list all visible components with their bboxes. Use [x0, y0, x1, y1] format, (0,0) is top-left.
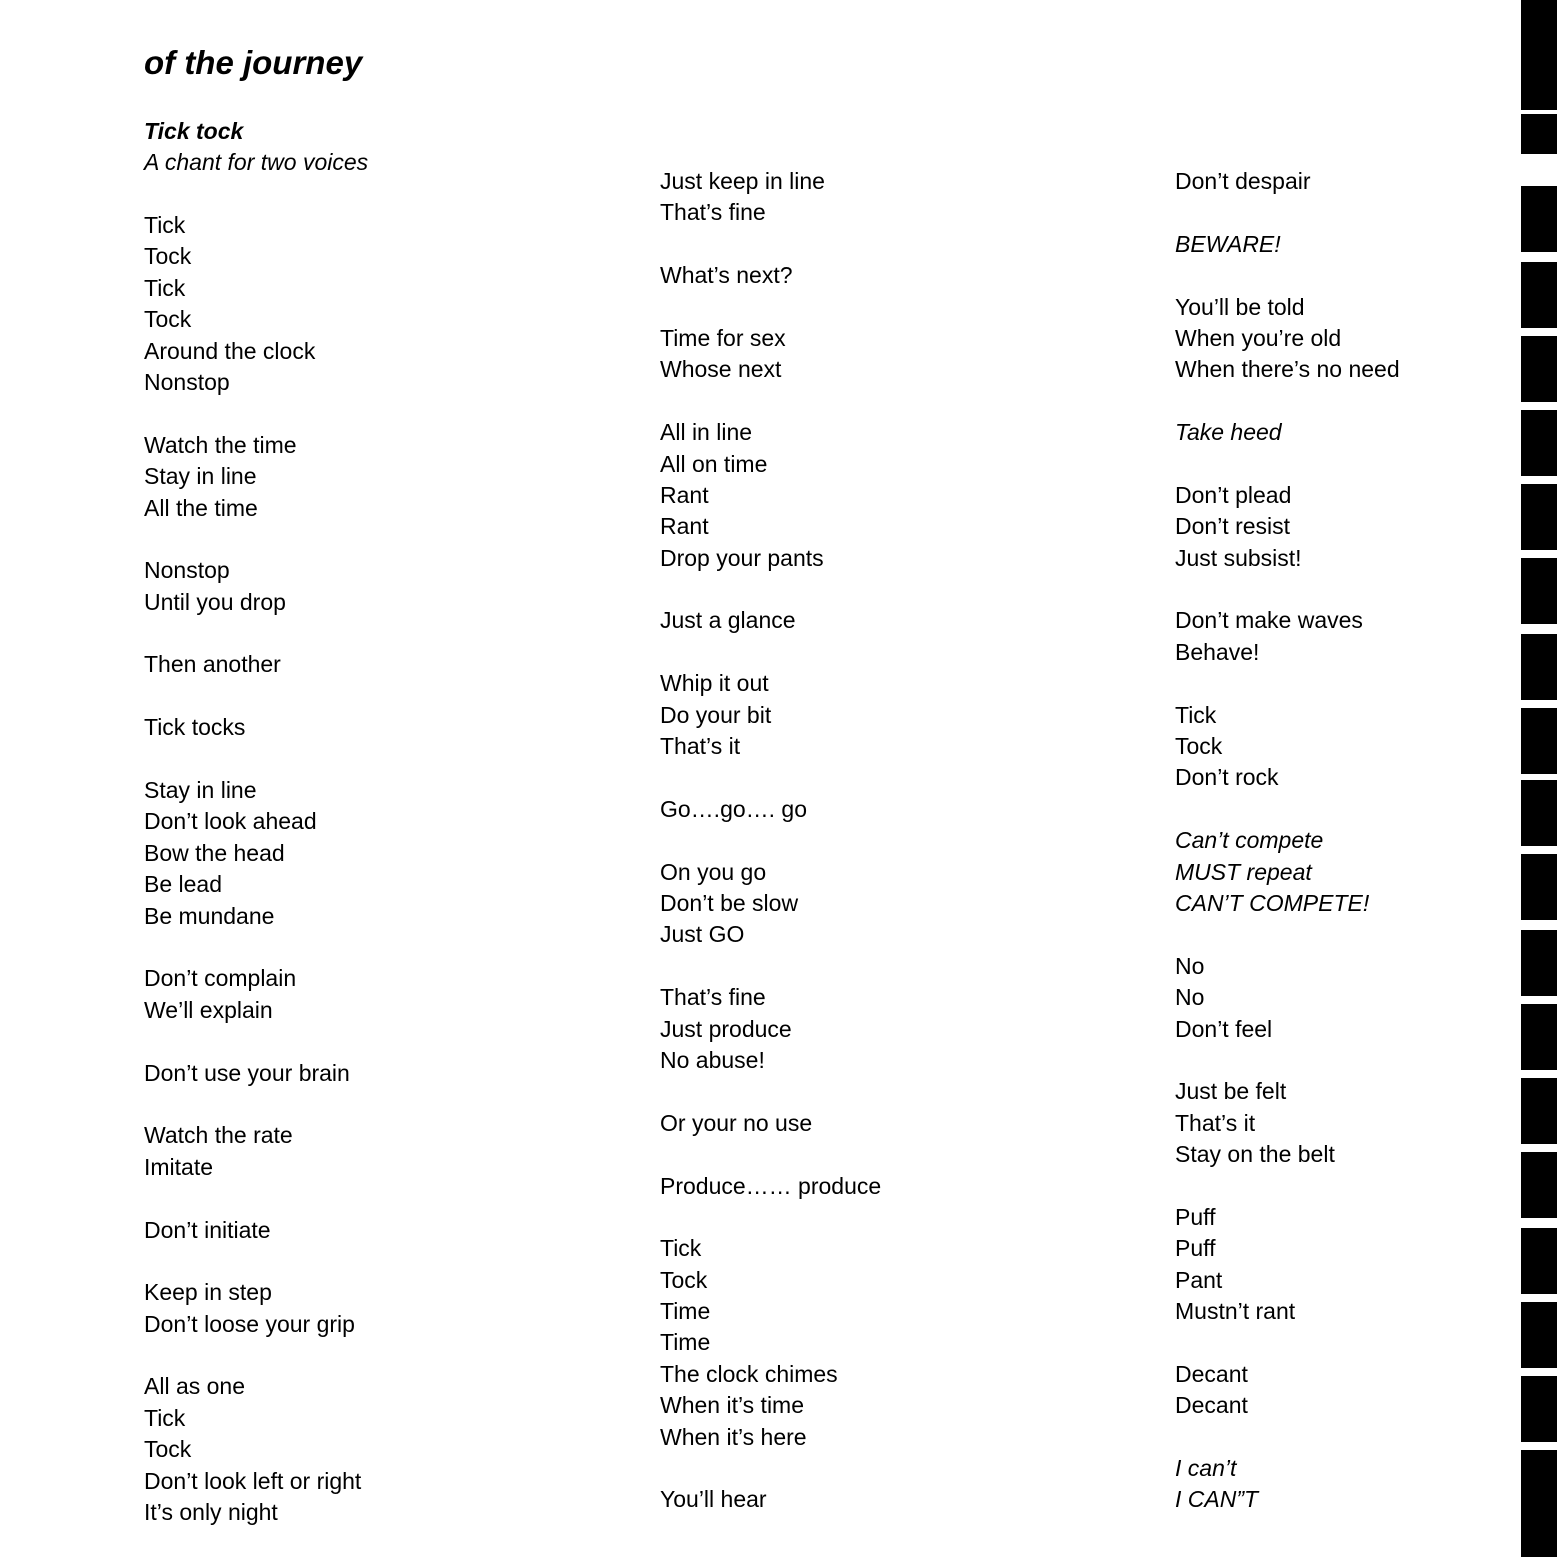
- poem-line: The clock chimes: [660, 1360, 838, 1387]
- poem-line: Puff: [1175, 1203, 1216, 1230]
- stanza-break: [144, 524, 361, 555]
- poem-line: Tock: [144, 243, 192, 270]
- poem-line: Tock: [1175, 733, 1223, 760]
- thumb-index-tab: [1521, 854, 1557, 920]
- poem-line: I can’t: [1175, 1455, 1237, 1482]
- thumb-index-tab: [1521, 186, 1557, 252]
- poem-line: Tick: [660, 1235, 702, 1262]
- poem-line: Don’t plead: [1175, 481, 1292, 508]
- poem-line: All on time: [660, 450, 768, 477]
- stanza-break: [660, 229, 881, 260]
- poem-line: Don’t initiate: [144, 1216, 271, 1243]
- poem-line: Just GO: [660, 921, 745, 948]
- stanza-break: [1175, 794, 1400, 825]
- stanza-break: [144, 1089, 361, 1120]
- stanza-break: [144, 681, 361, 712]
- stanza-break: [660, 762, 881, 793]
- poem-line: When you’re old: [1175, 324, 1342, 351]
- poem-line: Go….go…. go: [660, 795, 808, 822]
- poem-column-3: [1175, 166, 1400, 1516]
- stanza-break: [1175, 1327, 1400, 1358]
- poem-line: Nonstop: [144, 368, 230, 395]
- poem-line: Rant: [660, 513, 709, 540]
- poem-line: All in line: [660, 419, 753, 446]
- poem-line: That’s fine: [660, 199, 766, 226]
- poem-line: Can’t compete: [1175, 827, 1324, 854]
- thumb-index-tab: [1521, 1078, 1557, 1144]
- thumb-index-tab: [1521, 780, 1557, 846]
- stanza-break: [660, 951, 881, 982]
- thumb-index-tab: [1521, 930, 1557, 996]
- stanza-break: [1175, 1045, 1400, 1076]
- poem-subtitle: A chant for two voices: [144, 149, 369, 175]
- poem-line: Don’t despair: [1175, 168, 1311, 194]
- poem-line: Take heed: [1175, 419, 1282, 446]
- poem-line: Decant: [1175, 1360, 1248, 1387]
- poem-line: Around the clock: [144, 337, 316, 364]
- stanza-break: [1175, 1422, 1400, 1453]
- stanza-break: [660, 1139, 881, 1170]
- poem-line: What’s next?: [660, 262, 793, 289]
- thumb-index-tab: [1521, 1450, 1557, 1557]
- poem-line: Tick: [1175, 701, 1217, 728]
- stanza-break: [144, 398, 361, 429]
- poem-line: That’s it: [1175, 1109, 1256, 1136]
- thumb-index-tab: [1521, 410, 1557, 476]
- poem-line: Imitate: [144, 1153, 214, 1180]
- poem-line: Watch the time: [144, 431, 297, 458]
- stanza-break: [1175, 260, 1400, 291]
- poem-line: Don’t resist: [1175, 513, 1291, 540]
- poem-line: Bow the head: [144, 839, 285, 866]
- stanza-break: [144, 744, 361, 775]
- stanza-break: [660, 637, 881, 668]
- stanza-break: [144, 1340, 361, 1371]
- poem-line: Don’t loose your grip: [144, 1310, 355, 1337]
- poem-line: When it’s time: [660, 1392, 805, 1419]
- thumb-index-tab: [1521, 0, 1557, 110]
- poem-line: Don’t use your brain: [144, 1059, 350, 1086]
- poem-line: Or your no use: [660, 1109, 813, 1136]
- poem-line: Stay in line: [144, 463, 257, 490]
- poem-line: Just produce: [660, 1015, 792, 1042]
- stanza-break: [1175, 1171, 1400, 1202]
- chapter-title: of the journey: [144, 44, 363, 81]
- poem-column-2: [660, 166, 881, 1516]
- poem-line: It’s only night: [144, 1499, 278, 1526]
- thumb-index-tab: [1521, 1376, 1557, 1442]
- stanza-break: [1175, 197, 1400, 228]
- poem-line: MUST repeat: [1175, 858, 1312, 885]
- poem-line: We’ll explain: [144, 996, 273, 1023]
- poem-line: No: [1175, 952, 1205, 979]
- thumb-index-tab: [1521, 336, 1557, 402]
- poem-line: Don’t rock: [1175, 764, 1279, 791]
- stanza-break: [660, 574, 881, 605]
- stanza-break: [144, 1246, 361, 1277]
- poem-line: Just be felt: [1175, 1078, 1287, 1105]
- poem-line: Don’t make waves: [1175, 607, 1363, 634]
- thumb-index-tab: [1521, 484, 1557, 550]
- poem-line: No abuse!: [660, 1046, 765, 1073]
- poem-line: Don’t feel: [1175, 1015, 1273, 1042]
- poem-line: When there’s no need: [1175, 356, 1400, 383]
- poem-line: Time for sex: [660, 324, 786, 351]
- poem-title: Tick tock: [144, 118, 244, 144]
- stanza-break: [144, 618, 361, 649]
- poem-line: Don’t look left or right: [144, 1467, 362, 1494]
- stanza-break: [1175, 449, 1400, 480]
- poem-line: Just subsist!: [1175, 544, 1302, 571]
- poem-line: All as one: [144, 1373, 246, 1400]
- poem-line: Drop your pants: [660, 544, 824, 571]
- poem-line: Don’t look ahead: [144, 808, 317, 835]
- poem-line: Whose next: [660, 356, 782, 383]
- poem-line: Tick tocks: [144, 714, 246, 741]
- thumb-index-tab: [1521, 1302, 1557, 1368]
- poem-line: CAN’T COMPETE!: [1175, 889, 1370, 916]
- poem-line: Tock: [144, 306, 192, 333]
- poem-line: Whip it out: [660, 670, 769, 697]
- page-number: 25: [1526, 160, 1552, 185]
- thumb-index-tab: [1521, 634, 1557, 700]
- poem-line: Time: [660, 1329, 711, 1356]
- poem-line: Tick: [144, 212, 186, 238]
- poem-line: Be lead: [144, 871, 223, 898]
- poem-line: Just keep in line: [660, 168, 825, 194]
- stanza-break: [660, 386, 881, 417]
- poem-line: Don’t be slow: [660, 889, 799, 916]
- stanza-break: [144, 932, 361, 963]
- poem-line: Time: [660, 1298, 711, 1325]
- poem-line: Puff: [1175, 1235, 1216, 1262]
- poem-line: Produce…… produce: [660, 1172, 882, 1199]
- poem-line: You’ll be told: [1175, 293, 1305, 320]
- stanza-break: [1175, 668, 1400, 699]
- stanza-break: [144, 1026, 361, 1057]
- poem-line: That’s fine: [660, 984, 766, 1011]
- poem-line: Stay on the belt: [1175, 1141, 1335, 1168]
- poem-line: Mustn’t rant: [1175, 1298, 1296, 1325]
- stanza-break: [1175, 574, 1400, 605]
- stanza-break: [660, 1453, 881, 1484]
- poem-line: Until you drop: [144, 588, 286, 615]
- poem-line: Keep in step: [144, 1279, 272, 1306]
- thumb-index-tab: [1521, 1004, 1557, 1070]
- poem-line: Then another: [144, 651, 281, 678]
- poem-line: Be mundane: [144, 902, 275, 929]
- poem-line: Rant: [660, 481, 709, 508]
- poem-line: No: [1175, 984, 1205, 1011]
- poem-line: Tick: [144, 1404, 186, 1431]
- poem-line: I CAN”T: [1175, 1486, 1259, 1513]
- poem-line: That’s it: [660, 733, 741, 760]
- thumb-index-tab: [1521, 708, 1557, 774]
- poem-line: When it’s here: [660, 1423, 807, 1450]
- thumb-index-tab: [1521, 114, 1557, 154]
- poem-line: You’ll hear: [660, 1486, 767, 1513]
- poem-line: Decant: [1175, 1392, 1248, 1419]
- stanza-break: [1175, 919, 1400, 950]
- stanza-break: [660, 1202, 881, 1233]
- poem-line: Nonstop: [144, 557, 230, 584]
- poem-line: Stay in line: [144, 777, 257, 804]
- stanza-break: [660, 825, 881, 856]
- poem-line: On you go: [660, 858, 767, 885]
- thumb-index-tab: [1521, 1152, 1557, 1218]
- poem-line: Behave!: [1175, 638, 1260, 665]
- poem-line: Tick: [144, 274, 186, 301]
- thumb-index-tab: [1521, 558, 1557, 624]
- poem-column-1: [144, 210, 361, 1528]
- thumb-index-tab: [1521, 1228, 1557, 1294]
- poem-line: Pant: [1175, 1266, 1223, 1293]
- poem-line: All the time: [144, 494, 258, 521]
- stanza-break: [1175, 386, 1400, 417]
- stanza-break: [144, 1183, 361, 1214]
- poem-line: Do your bit: [660, 701, 772, 728]
- poem-line: BEWARE!: [1175, 230, 1281, 257]
- stanza-break: [660, 1076, 881, 1107]
- thumb-index-edge: [1521, 0, 1557, 1557]
- poem-line: Watch the rate: [144, 1122, 293, 1149]
- poem-line: Tock: [144, 1436, 192, 1463]
- poem-line: Just a glance: [660, 607, 796, 634]
- poem-line: Don’t complain: [144, 965, 297, 992]
- poem-line: Tock: [660, 1266, 708, 1293]
- thumb-index-tab: [1521, 262, 1557, 328]
- stanza-break: [660, 292, 881, 323]
